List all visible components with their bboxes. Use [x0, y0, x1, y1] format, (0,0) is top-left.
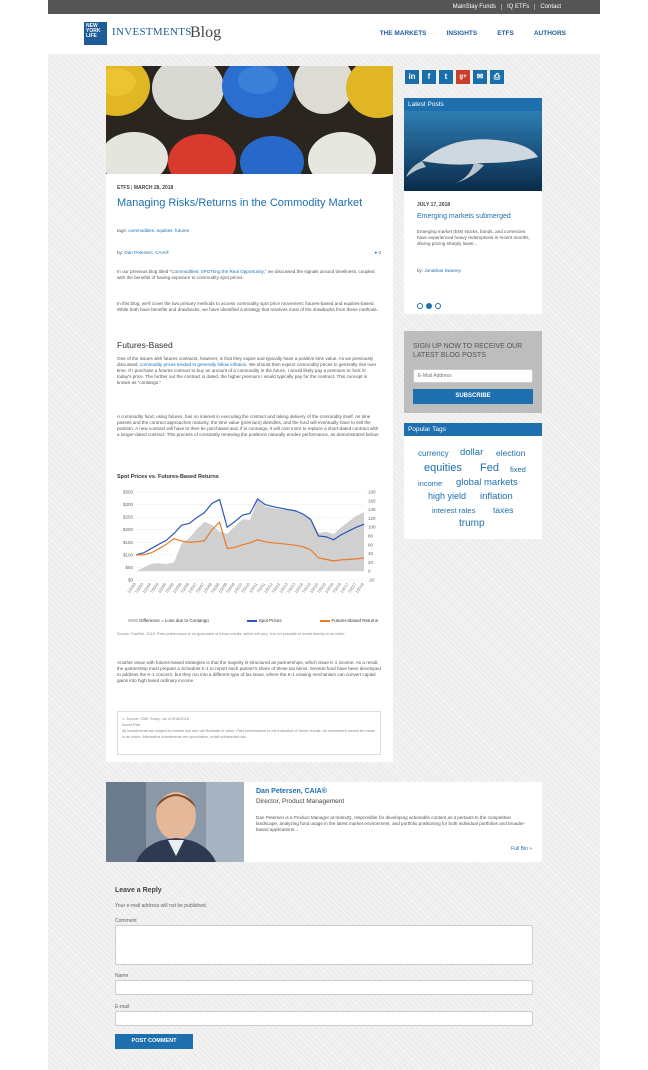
linkedin-icon[interactable]: in — [405, 70, 419, 84]
paragraph-3 — [117, 356, 381, 386]
x-axis-tick: 1/2018 — [354, 582, 365, 595]
reply-title: Leave a Reply — [115, 887, 162, 894]
tag-interest-rates[interactable]: interest rates — [432, 506, 476, 515]
paragraph-1 — [117, 269, 381, 281]
p3-text: One of the issues with futures contracts, however, is that they expire and typically have a positive time value. As we previously discussed, — [117, 356, 374, 367]
x-axis-tick: 1/2015 — [309, 582, 320, 595]
site-header — [48, 14, 600, 54]
nav-insights[interactable]: INSIGHTS — [446, 30, 478, 37]
popular-tags-widget — [404, 423, 542, 539]
latest-by-label: by: — [417, 268, 424, 273]
legend-label: Spot Prices — [258, 618, 282, 623]
comment-count-value: 0 — [378, 250, 381, 255]
tag-high-yield[interactable]: high yield — [428, 491, 467, 501]
right-axis-tick: 100 — [368, 524, 376, 530]
x-axis-tick: 7/2016 — [332, 582, 343, 595]
author-role: Director, Product Management — [256, 798, 345, 805]
x-axis-tick: 1/2009 — [218, 582, 229, 595]
byline — [117, 250, 169, 256]
x-axis-tick: 1/2003 — [126, 582, 137, 595]
x-axis-tick: 1/2006 — [172, 582, 183, 595]
x-axis-tick: 7/2011 — [256, 582, 267, 594]
logo-line: LIFE — [86, 33, 97, 39]
x-axis-tick: 7/2003 — [134, 582, 145, 595]
right-axis-tick: 40 — [368, 551, 374, 557]
tag-income[interactable]: income — [418, 479, 443, 488]
x-axis-tick: 7/2014 — [301, 582, 312, 595]
utility-links — [448, 0, 600, 14]
reply-note: Your e-mail address will not be published. — [115, 903, 208, 909]
paragraph-4: A commodity fund, using futures, has no interest in executing the contract and taking delivery of the commodity itself. As time passes and the contract approaches maturity, the time value (premium) dwindles, and the fund will eventually have to sell the position. A new contract will have to then be purchased and, if in contango, it will cost more to replace a short-dated contract with a longer-dated contract. This process of constantly renewing the positions naturally erodes performance, as demonstrated below: — [117, 414, 380, 437]
whale-image[interactable] — [404, 111, 542, 191]
latest-post-excerpt: Emerging market (EM) stocks, bonds, and currencies have experienced heavy redemptions in recent months, driving pricing sharply lower... — [417, 229, 530, 246]
tag-dollar[interactable]: dollar — [460, 447, 484, 458]
left-axis-tick: $350 — [122, 489, 133, 495]
p3-link[interactable]: commodity prices tended to generally follow inflation — [139, 362, 247, 367]
email-input[interactable] — [413, 369, 533, 383]
right-axis-tick: 60 — [368, 542, 374, 548]
subscribe-title: SIGN UP NOW TO RECEIVE OUR LATEST BLOG POSTS — [413, 343, 523, 359]
x-axis-tick: 7/2010 — [240, 582, 251, 595]
popular-tags-title: Popular Tags — [404, 423, 542, 436]
x-axis-tick: 7/2015 — [316, 582, 327, 595]
article-card — [106, 66, 393, 762]
x-axis-tick: 7/2008 — [210, 582, 221, 595]
blog-title[interactable]: Blog — [190, 24, 222, 41]
post-category[interactable]: ETFS — [117, 185, 130, 191]
byline-prefix: by: — [117, 250, 124, 255]
x-axis-tick: 1/2005 — [157, 582, 168, 595]
chart-spot-vs-futures — [114, 488, 386, 628]
latest-posts-widget — [404, 98, 542, 314]
paragraph-2: In this blog, we'll cover the two primary methods to access commodity spot price movement: futures-based and equities-based. While both have benefits and drawbacks, we have identified a strategy that resolves most of the drawbacks from these methods. — [117, 301, 378, 312]
post-comment-button[interactable]: POST COMMENT — [115, 1034, 193, 1049]
carousel-dots — [417, 303, 441, 309]
footnote-about-risk: About Risk — [122, 723, 141, 727]
x-axis-tick: 1/2016 — [324, 582, 335, 595]
tag-fixed[interactable]: fixed — [510, 465, 526, 474]
main-nav — [380, 30, 566, 37]
footnote-disclaimer: All investments are subject to market risk and will fluctuate in value. Past performance is not indicative of future results. An investment cannot be made in an index. Alternative investments are speculative, entail substantial risk, — [122, 729, 375, 739]
legend-swatch — [128, 619, 138, 622]
nav-etfs[interactable]: ETFS — [497, 30, 514, 37]
tag-inflation[interactable]: inflation — [480, 491, 513, 502]
tag-global-markets[interactable]: global markets — [456, 477, 518, 488]
post-date: MARCH 28, 2018 — [133, 185, 174, 191]
subscribe-widget — [404, 331, 542, 413]
tag-trump[interactable]: trump — [459, 518, 485, 529]
tag-currency[interactable]: currency — [418, 449, 449, 458]
nav-the-markets[interactable]: THE MARKETS — [379, 30, 427, 37]
full-bio-link[interactable]: Full Bio » — [511, 846, 532, 852]
x-axis-tick: 1/2010 — [233, 582, 244, 595]
comment-icon: ● — [374, 250, 378, 255]
left-axis-tick: $150 — [122, 539, 133, 545]
left-axis-tick: $0 — [127, 577, 133, 583]
x-axis-tick: 7/2007 — [195, 582, 206, 595]
reply-form — [106, 872, 542, 1062]
heading-futures-based: Futures-Based — [117, 340, 173, 350]
x-axis-tick: 7/2017 — [347, 582, 358, 595]
social-share-bar — [405, 70, 504, 84]
carousel-dot-3[interactable] — [435, 303, 441, 309]
legend-futures — [320, 618, 378, 623]
logo-line: YORK — [86, 28, 101, 34]
chart-title: Spot Prices vs. Futures-Based Returns — [117, 474, 219, 480]
legend-swatch — [320, 620, 330, 622]
carousel-dot-2-active[interactable] — [426, 303, 432, 309]
post-title: Managing Risks/Returns in the Commodity Market — [117, 197, 363, 209]
right-axis-tick: 140 — [368, 507, 376, 513]
subscribe-button[interactable]: SUBSCRIBE — [413, 389, 533, 404]
reply-email-input[interactable] — [115, 1011, 533, 1026]
left-axis-tick: $50 — [125, 564, 133, 570]
x-axis-tick: 1/2012 — [263, 582, 274, 595]
hardhats-illustration — [106, 66, 393, 174]
post-tags — [117, 228, 189, 234]
logo-line: NEW — [86, 23, 98, 29]
left-axis-tick: $300 — [122, 502, 133, 508]
x-axis-tick: 7/2013 — [286, 582, 297, 595]
tag-equities[interactable]: equities — [424, 462, 462, 474]
legend-swatch — [247, 620, 257, 622]
latest-post-title[interactable]: Emerging markets submerged — [417, 213, 511, 220]
print-icon[interactable]: ⎙ — [490, 70, 504, 84]
legend-label: Difference = Loss due to Contango — [139, 618, 209, 623]
p1-text: In our previous blog titled " — [117, 269, 172, 274]
author-bio: Dan Petersen is a Product Manager at IndexIQ, responsible for developing actionable content as it pertains to the competitive landscape, analyzing fund usage in the latest market environment, and portfolio positioning for both individual portfolios and broader-based applications… — [256, 815, 526, 832]
right-axis-tick: 0 — [368, 568, 371, 574]
latest-post-date: JULY 17, 2018 — [417, 202, 451, 208]
nav-authors[interactable]: AUTHORS — [533, 30, 566, 37]
name-input[interactable] — [115, 980, 533, 995]
right-axis-tick: 20 — [368, 559, 374, 565]
right-axis-tick: -20 — [368, 577, 375, 583]
carousel-dot-1[interactable] — [417, 303, 423, 309]
author-link[interactable]: Dan Petersen, CAIA® — [124, 250, 170, 255]
legend-label: Futures-Based Returns — [331, 618, 378, 623]
tag-fed[interactable]: Fed — [480, 462, 499, 474]
right-axis-tick: 120 — [368, 515, 376, 521]
x-axis-tick: 1/2004 — [142, 582, 153, 595]
x-axis-tick: 1/2014 — [294, 582, 305, 595]
p1-text-end: ," we discussed the signals around timeliness, coupled with the benefits of having exposure to commodity spot prices. — [117, 269, 375, 280]
link-iq-etfs[interactable]: IQ ETFs — [501, 4, 534, 10]
left-axis-tick: $200 — [122, 527, 133, 533]
link-mainstay-funds[interactable]: MainStay Funds — [452, 4, 496, 10]
x-axis-tick: 7/2012 — [271, 582, 282, 595]
chart-source: Source: FactSet, 2018. Past performance is no guarantee of future results, which will vary. It is not possible to invest directly in an index. — [117, 632, 346, 636]
post-meta: ETFS | MARCH 28, 2018 — [117, 185, 174, 191]
author-photo[interactable] — [106, 782, 244, 862]
tag-taxes[interactable]: taxes — [493, 505, 514, 515]
x-axis-tick: 1/2011 — [248, 582, 259, 594]
author-bio-card — [106, 782, 542, 862]
author-name[interactable]: Dan Petersen, CAIA® — [256, 788, 327, 795]
comment-count[interactable] — [374, 250, 381, 256]
right-axis-tick: 160 — [368, 498, 376, 504]
name-label: Name — [115, 973, 129, 979]
tag-election[interactable]: election — [496, 448, 526, 458]
p1-link[interactable]: Commodities: SPOTting the Real Opportunity — [171, 269, 264, 274]
x-axis-tick: 1/2008 — [202, 582, 213, 595]
top-utility-bar — [48, 0, 600, 14]
legend-spot — [247, 618, 281, 623]
logo-text: INVESTMENTS — [112, 26, 192, 38]
email-label: E-mail — [115, 1004, 130, 1010]
latest-author-link[interactable]: Jonathan Swaney — [424, 268, 461, 273]
comment-textarea[interactable] — [115, 925, 533, 965]
x-axis-tick: 7/2006 — [180, 582, 191, 595]
paragraph-5: Another issue with futures-based strategies is that the majority is structured as partnerships, which issue K-1 income. As a result, the partnership must prepare a Schedule K-1 to report each partner's share of these tax items. Several fund have been developed to address the K-1 concern, but they run into a different type of tax issue, where the K-1 erasing mechanism can convert capital gains into high taxed ordinary income. — [117, 660, 381, 683]
tag-links[interactable]: commodities, equities, futures — [128, 228, 190, 233]
legend-difference — [128, 618, 209, 623]
left-axis-tick: $100 — [122, 552, 133, 558]
x-axis-tick: 7/2009 — [225, 582, 236, 595]
x-axis-tick: 1/2007 — [187, 582, 198, 595]
latest-posts-title: Latest Posts — [404, 98, 542, 111]
right-axis-tick: 180 — [368, 489, 376, 495]
facebook-icon[interactable]: f — [422, 70, 436, 84]
left-axis-tick: $250 — [122, 514, 133, 520]
comment-label: Comment — [115, 918, 137, 924]
footnotes-box — [117, 711, 381, 755]
hero-image-hardhats — [106, 66, 393, 174]
p3-text-end: . We should then expect commodity prices to generally rise over time. If I purchase a futures contract to buy an amount of a commodity in the future, I would likely pay a premium to 'lock in' today's price. The further out the contract is dated, the higher premium I would typically pay for the contract. This concept is known as "contango." — [117, 362, 377, 385]
x-axis-tick: 7/2004 — [149, 582, 160, 595]
chart-legend — [128, 618, 378, 623]
nyl-logo[interactable] — [84, 22, 107, 45]
latest-post-byline — [417, 268, 461, 274]
email-icon[interactable]: ✉ — [473, 70, 487, 84]
x-axis-tick: 7/2005 — [164, 582, 175, 595]
google-plus-icon[interactable]: g+ — [456, 70, 470, 84]
x-axis-tick: 1/2017 — [339, 582, 350, 595]
footnote-source: 1. Source: CME Group, as of 3/18/2018 — [122, 717, 189, 721]
link-contact[interactable]: Contact — [534, 4, 566, 10]
right-axis-tick: 80 — [368, 533, 374, 539]
tags-label: tags: — [117, 228, 127, 233]
twitter-icon[interactable]: t — [439, 70, 453, 84]
x-axis-tick: 1/2013 — [278, 582, 289, 595]
